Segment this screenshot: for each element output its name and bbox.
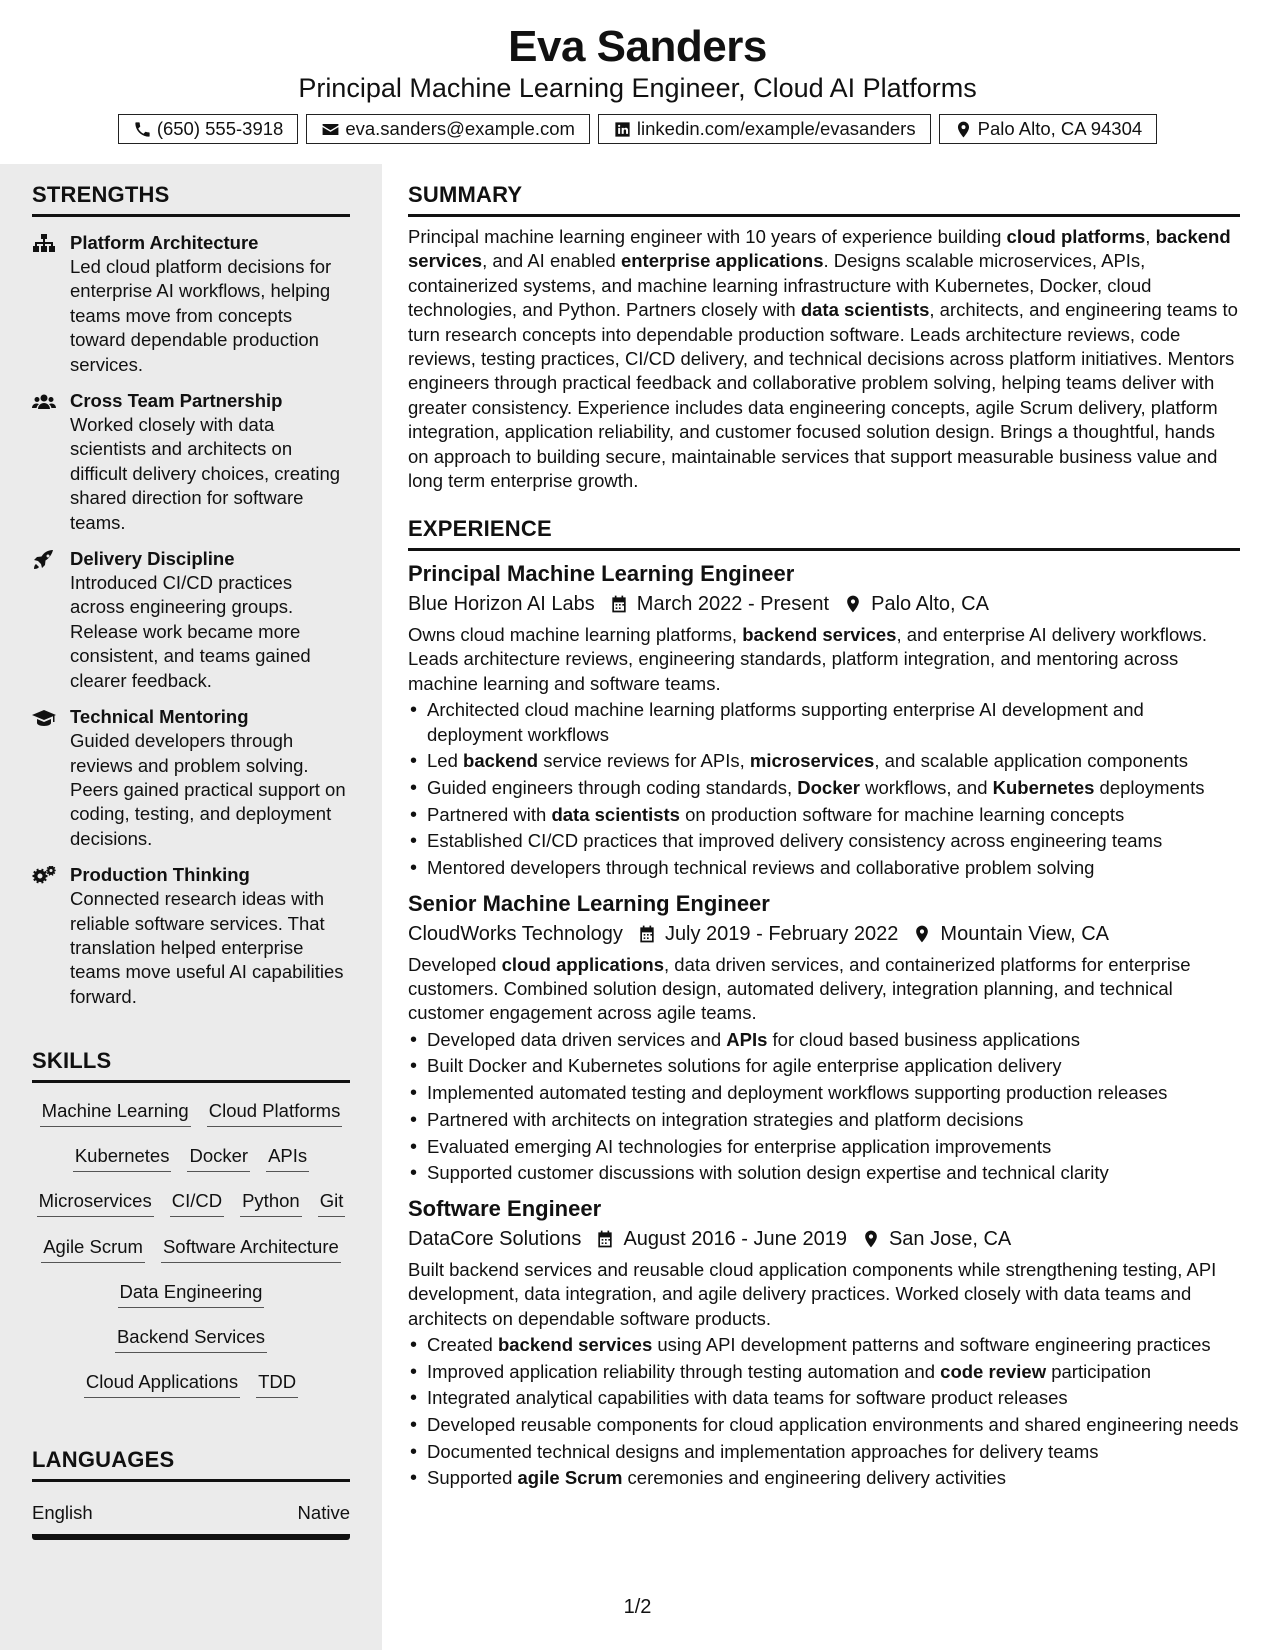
strength-heading: Cross Team Partnership (70, 390, 283, 412)
job-title: Principal Machine Learning Engineer (408, 561, 795, 586)
strength-body (70, 705, 350, 851)
skill-tag: Microservices (37, 1189, 154, 1217)
text-run: Partnered with architects on integration strategies and platform decisions (427, 1108, 1024, 1130)
map-pin-icon (843, 594, 863, 614)
bullet-item (408, 1135, 1240, 1159)
contact-item[interactable] (939, 114, 1158, 144)
job-entry (408, 559, 1240, 881)
text-run: , and AI enabled (482, 250, 621, 272)
contact-item[interactable] (118, 114, 299, 144)
language-level: Native (297, 1502, 350, 1523)
text-run: . Designs scalable microservices, APIs, containerized systems, and machine learning infrastructure with Kubernetes, Docker, cloud technologies, and Python. Partners closely with (408, 250, 1152, 321)
bold-text: agile Scrum (517, 1467, 623, 1489)
text-run: for cloud based business applications (767, 1028, 1081, 1050)
bullet-item (408, 1028, 1240, 1052)
strength-icon-wrap (32, 705, 70, 851)
envelope-icon (321, 120, 340, 139)
cogs-icon (32, 866, 56, 886)
job-title: Senior Machine Learning Engineer (408, 890, 770, 916)
job-location: Palo Alto, CA (871, 593, 989, 615)
text-run: Principal machine learning engineer with 10 years of experience building (408, 226, 1007, 247)
skill-row (32, 1227, 350, 1272)
text-run: Built Docker and Kubernetes solutions for agile enterprise application delivery (427, 1055, 1062, 1077)
bold-text: backend (463, 750, 539, 772)
bullet-item (408, 1440, 1240, 1464)
map-pin-icon (954, 120, 973, 139)
main-content (408, 164, 1240, 1650)
job-dates: July 2019 - February 2022 (664, 922, 899, 945)
skill-tag: Git (318, 1189, 346, 1217)
text-run: Partnered with (427, 803, 552, 825)
text-run: Evaluated emerging AI technologies for enterprise application improvements (427, 1135, 1052, 1157)
strength-body (70, 863, 350, 1009)
bullet-item (408, 776, 1240, 800)
text-run: Developed (408, 953, 502, 975)
bold-text: backend services (497, 1333, 653, 1355)
job-description (408, 1258, 1240, 1331)
language-name: English (32, 1502, 93, 1523)
strength-heading: Production Thinking (70, 864, 250, 886)
bold-text: data scientists (800, 299, 930, 321)
text-run: workflows, and (860, 777, 993, 799)
job-description (408, 623, 1240, 696)
calendar-icon (595, 1229, 615, 1249)
bullet-item (408, 698, 1240, 747)
contact-text: eva.sanders@example.com (345, 118, 575, 139)
strength-heading: Delivery Discipline (70, 548, 235, 570)
strength-body (70, 389, 350, 535)
languages-list (32, 1502, 350, 1540)
job-location: San Jose, CA (888, 1227, 1012, 1250)
bold-text: cloud applications (501, 953, 665, 975)
bold-text: backend services (408, 226, 1231, 272)
bullet-item (408, 803, 1240, 827)
skill-tag: Python (240, 1189, 302, 1217)
strength-heading: Platform Architecture (70, 232, 259, 253)
candidate-title: Principal Machine Learning Engineer, Cloud AI Platforms (298, 73, 977, 103)
graduation-cap-icon (32, 708, 56, 728)
summary-title: SUMMARY (408, 182, 1240, 217)
job-meta (408, 919, 1240, 949)
job-title: Software Engineer (408, 1195, 602, 1221)
skill-tag: Cloud Platforms (207, 1099, 343, 1127)
contact-item[interactable] (306, 114, 590, 144)
bullet-item (408, 1386, 1240, 1410)
strength-body (70, 547, 350, 693)
sitemap-icon (32, 234, 56, 254)
text-run: Developed reusable components for cloud application environments and shared engineering needs (427, 1414, 1239, 1436)
job-entry (408, 1194, 1240, 1491)
text-run: Created (427, 1333, 498, 1355)
job-bullets (408, 1028, 1240, 1186)
rocket-icon (32, 550, 56, 570)
map-pin-icon (861, 1229, 881, 1249)
text-run: Owns cloud machine learning platforms, (408, 624, 743, 645)
strength-icon-wrap (32, 389, 70, 535)
text-run: participation (1046, 1360, 1151, 1382)
skill-tag: Software Architecture (161, 1235, 341, 1263)
skill-row (32, 1136, 350, 1181)
text-run: service reviews for APIs, (538, 750, 750, 772)
text-run: , and enterprise AI delivery workflows. Leads architecture reviews, engineering standards, platform integration, and mentoring across machine learning and software teams. (408, 624, 1207, 694)
strength-text: Worked closely with data scientists and architects on difficult delivery choices, creating shared direction for software teams. (70, 414, 341, 533)
skills-section (32, 1048, 350, 1407)
job-company: DataCore Solutions (408, 1227, 582, 1250)
text-run: Led (427, 750, 464, 772)
text-run: Built backend services and reusable cloud application components while strengthening testing, API development, data integration, and agile delivery practices. Worked closely with data teams and architects on dependable software products. (408, 1258, 1217, 1329)
job-meta (408, 589, 1240, 619)
strengths-section (32, 182, 350, 1009)
job-dates: August 2016 - June 2019 (623, 1227, 847, 1250)
skill-tag: Docker (187, 1144, 250, 1172)
bullet-item (408, 856, 1240, 880)
strength-item (32, 547, 350, 693)
job-meta (408, 1224, 1240, 1254)
job-entry (408, 889, 1240, 1186)
job-company: Blue Horizon AI Labs (408, 593, 595, 615)
bold-text: code review (940, 1360, 1047, 1382)
text-run: Improved application reliability through testing automation and (427, 1360, 941, 1382)
contact-text: Palo Alto, CA 94304 (977, 118, 1143, 139)
strengths-list (32, 231, 350, 1009)
job-list (408, 559, 1240, 1491)
text-run: , architects, and engineering teams to turn research concepts into dependable production software. Leads architecture reviews, code reviews, testing practices, CI/CD delivery, and technical decisions across platform initiatives. Mentors engineers through practical feedback and collaborative problem solving, helping teams deliver with greater consistency. Experience includes data engineering concepts, agile Scrum delivery, platform integration, application reliability, and customer focused solution design. Brings a thoughtful, hands on approach to building secure, maintainable services that support measurable business value and long term enterprise growth. (408, 299, 1238, 492)
text-run: Integrated analytical capabilities with data teams for software product releases (427, 1387, 1068, 1409)
candidate-name: Eva Sanders (508, 22, 767, 71)
text-run: , data driven services, and containerized platforms for enterprise customers. Combined solution design, automated delivery, integration planning, and technical customer engagement across agile teams. (408, 953, 1191, 1024)
text-run: deployments (1094, 777, 1205, 799)
bold-text: Docker (797, 777, 860, 799)
strength-text: Led cloud platform decisions for enterprise AI workflows, helping teams move from concepts toward dependable production services. (70, 256, 332, 375)
text-run: Architected cloud machine learning platforms supporting enterprise AI development and deployment workflows (427, 699, 1144, 745)
bullet-item (408, 1161, 1240, 1185)
skills-list (32, 1091, 350, 1407)
users-icon (32, 392, 56, 412)
skill-row (32, 1362, 350, 1407)
bold-text: cloud platforms (1006, 226, 1146, 247)
calendar-icon (637, 924, 657, 944)
skill-row (32, 1272, 350, 1317)
contact-item[interactable] (598, 114, 931, 144)
languages-title: LANGUAGES (32, 1447, 350, 1482)
strength-item (32, 705, 350, 851)
contact-text: (650) 555-3918 (156, 118, 284, 139)
contact-bar (0, 114, 1275, 144)
strength-text: Connected research ideas with reliable software services. That translation helped enterprise teams move useful AI capabilities forward. (70, 888, 344, 1007)
language-row (32, 1502, 350, 1540)
resume-header (0, 0, 1275, 164)
bullet-item (408, 749, 1240, 773)
bullet-item (408, 1413, 1240, 1437)
skill-tag: APIs (266, 1144, 309, 1172)
text-run: Implemented automated testing and deployment workflows supporting production releases (427, 1082, 1168, 1104)
skill-tag: Data Engineering (118, 1280, 265, 1308)
skills-title: SKILLS (32, 1048, 350, 1083)
bullet-item (408, 1054, 1240, 1078)
page-number: 1/2 (623, 1596, 652, 1618)
text-run: Supported (427, 1467, 518, 1489)
contact-text: linkedin.com/example/evasanders (636, 118, 916, 139)
skill-tag: TDD (256, 1370, 298, 1398)
strength-item (32, 231, 350, 377)
skill-tag: Backend Services (115, 1325, 267, 1353)
bullet-item (408, 1108, 1240, 1132)
strength-item (32, 863, 350, 1009)
skill-row (32, 1317, 350, 1362)
sidebar (0, 164, 382, 1650)
job-dates: March 2022 - Present (636, 593, 830, 615)
experience-title: EXPERIENCE (408, 516, 1240, 551)
job-description (408, 953, 1240, 1026)
phone-icon (133, 120, 152, 139)
job-bullets (408, 698, 1240, 880)
strength-body (70, 231, 350, 377)
bold-text: data scientists (551, 803, 680, 825)
summary-text (408, 225, 1240, 493)
skill-tag: Agile Scrum (41, 1235, 145, 1263)
job-company: CloudWorks Technology (408, 922, 623, 945)
strength-text: Guided developers through reviews and problem solving. Peers gained practical support on coding, testing, and deployment decisions. (70, 730, 346, 849)
text-run: Guided engineers through coding standards, (427, 777, 798, 799)
summary-section (408, 182, 1240, 493)
strength-heading: Technical Mentoring (70, 706, 249, 728)
text-run: on production software for machine learning concepts (679, 803, 1125, 825)
strength-text: Introduced CI/CD practices across engineering groups. Release work became more consistent, and teams gained clearer feedback. (70, 572, 311, 691)
bold-text: Kubernetes (992, 777, 1095, 799)
bold-text: enterprise applications (620, 250, 824, 272)
text-run: Documented technical designs and implementation approaches for delivery teams (427, 1440, 1099, 1462)
skill-tag: CI/CD (170, 1189, 224, 1217)
linkedin-icon (613, 120, 632, 139)
strengths-title: STRENGTHS (32, 182, 350, 217)
skill-tag: Machine Learning (40, 1099, 191, 1127)
skill-row (32, 1181, 350, 1226)
bullet-item (408, 1360, 1240, 1384)
text-run: , and scalable application components (874, 750, 1189, 772)
text-run: ceremonies and engineering delivery activities (622, 1467, 1006, 1489)
text-run: , (1145, 226, 1156, 247)
bullet-item (408, 1466, 1240, 1490)
bullet-item (408, 1081, 1240, 1105)
skill-row (32, 1091, 350, 1136)
strength-icon-wrap (32, 547, 70, 693)
bold-text: APIs (726, 1028, 768, 1050)
text-run: Developed data driven services and (427, 1028, 727, 1050)
text-run: Supported customer discussions with solution design expertise and technical clarity (427, 1162, 1109, 1184)
map-pin-icon (912, 924, 932, 944)
bold-text: microservices (749, 750, 875, 772)
skill-tag: Kubernetes (73, 1144, 172, 1172)
job-location: Mountain View, CA (940, 922, 1110, 945)
text-run: using API development patterns and software engineering practices (652, 1333, 1211, 1355)
text-run: Established CI/CD practices that improved delivery consistency across engineering teams (427, 830, 1163, 852)
strength-icon-wrap (32, 231, 70, 377)
strength-icon-wrap (32, 863, 70, 1009)
languages-section (32, 1447, 350, 1540)
skill-tag: Cloud Applications (84, 1370, 240, 1398)
bullet-item (408, 1333, 1240, 1357)
bullet-item (408, 829, 1240, 853)
experience-section (408, 516, 1240, 1493)
job-bullets (408, 1333, 1240, 1491)
text-run: Mentored developers through technical reviews and collaborative problem solving (427, 857, 1095, 879)
bold-text: backend services (742, 624, 897, 645)
strength-item (32, 389, 350, 535)
calendar-icon (609, 594, 629, 614)
